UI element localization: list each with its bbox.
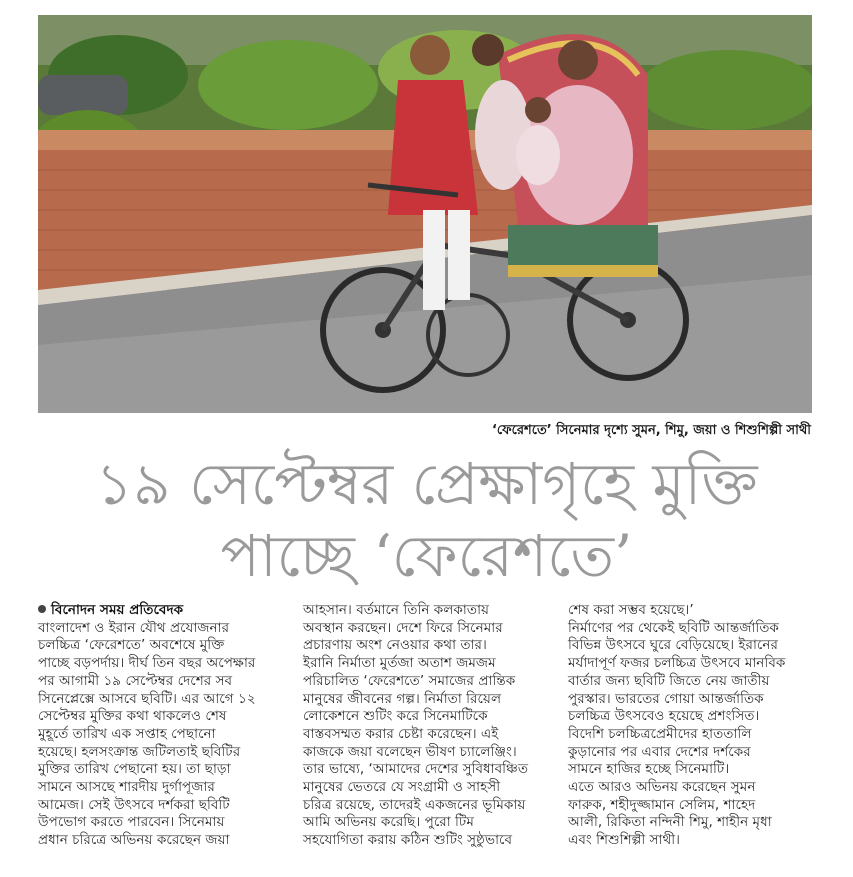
bullet-icon	[38, 605, 46, 613]
headline-line-1: ১৯ সেপ্টেম্বর প্রেক্ষাগৃহে মুক্তি	[95, 450, 758, 518]
text-line: আহসান। বর্তমানে তিনি কলকাতায়	[303, 602, 490, 618]
text-line: প্রধান চরিত্রে অভিনয় করেছেন জয়া	[38, 832, 230, 849]
text-line: ইরানি নির্মাতা মুর্তজা অতাশ জমজম	[303, 655, 496, 672]
text-line: সামনে হাজির হচ্ছে সিনেমাটি।	[568, 761, 730, 778]
article-column-1	[38, 602, 288, 850]
text-line: এতে আরও অভিনয় করেছেন সুমন	[568, 779, 756, 796]
text-line: বিভিন্ন উৎসবে ঘুরে বেড়িয়েছে। ইরানের	[568, 637, 778, 654]
text-line: পর আগামী ১৯ সেপ্টেম্বর দেশের সব	[38, 672, 233, 689]
text-line: কাজকে জয়া বলেছেন ভীষণ চ্যালেঞ্জিং।	[303, 743, 517, 760]
text-line: আলী, রিকিতা নন্দিনী শিমু, শাহীন মৃধা	[568, 814, 772, 831]
text-line: মানুষের জীবনের গল্প। নির্মাতা রিয়েল	[303, 690, 502, 707]
text-line: অবস্থান করছেন। দেশে ফিরে সিনেমার	[303, 619, 503, 636]
byline-text: বিনোদন সময় প্রতিবেদক	[51, 602, 184, 618]
text-line: কুড়ানোর পর এবার দেশের দর্শকের	[568, 743, 751, 760]
text-line: সহযোগিতা করায় কঠিন শুটিং সুষ্ঠুভাবে	[303, 832, 513, 849]
text-line: উপভোগ করতে পারবেন। সিনেমায়	[38, 814, 225, 831]
text-line: নির্মাণের পর থেকেই ছবিটি আন্তর্জাতিক	[568, 619, 779, 636]
text-line: সিনেপ্লেক্সে আসবে ছবিটি। এর আগে ১২	[38, 690, 256, 707]
article-column-2	[303, 602, 553, 850]
text-line: বিদেশি চলচ্চিত্রপ্রেমীদের হাততালি	[568, 725, 752, 742]
text-line: মুহূর্তে তারিখ এক সপ্তাহ পেছানো	[38, 725, 216, 742]
article-headline	[20, 448, 833, 592]
text-line: চলচ্চিত্র ‘ফেরেশতে’ অবশেষে মুক্তি	[38, 637, 225, 654]
text-line: চরিত্র রয়েছে, তাদেরই একজনের ভূমিকায়	[303, 796, 526, 813]
text-line: সেপ্টেম্বর মুক্তির কথা থাকলেও শেষ	[38, 708, 227, 725]
text-line: শেষ করা সম্ভব হয়েছে।’	[568, 602, 694, 618]
text-line: চলচ্চিত্র উৎসবেও হয়েছে প্রশংসিত।	[568, 708, 760, 725]
text-line: বাস্তবসম্মত করার চেষ্টা করেছেন। এই	[303, 725, 499, 742]
photo-caption: ‘ফেরেশতে’ সিনেমার দৃশ্যে সুমন, শিমু, জয়া ও শিশুশিল্পী সাথী	[491, 423, 811, 438]
text-line: সামনে আসছে শারদীয় দুর্গাপূজার	[38, 779, 215, 796]
text-line: মর্যাদাপূর্ণ ফজর চলচ্চিত্র উৎসবে মানবিক	[568, 655, 786, 672]
text-line: আমেজ। সেই উৎসবে দর্শকরা ছবিটি	[38, 796, 230, 813]
text-line: হয়েছে। হলসংক্রান্ত জটিলতাই ছবিটির	[38, 743, 241, 760]
text-line: তার ভাষ্যে, ‘আমাদের দেশের সুবিধাবঞ্চিত	[303, 761, 529, 778]
text-line: পাচ্ছে বড়পর্দায়। দীর্ঘ তিন বছর অপেক্ষার	[38, 655, 256, 672]
byline	[38, 602, 288, 620]
text-line: মুক্তির তারিখ পেছানো হয়। তা ছাড়া	[38, 761, 231, 778]
text-line: ফারুক, শহীদুজ্জামান সেলিম, শাহেদ	[568, 796, 756, 813]
article-column-3	[568, 602, 818, 850]
text-line: পুরস্কার। ভারতের গোয়া আন্তর্জাতিক	[568, 690, 764, 707]
text-line: বাংলাদেশ ও ইরান যৌথ প্রযোজনার	[38, 619, 230, 636]
text-line: এবং শিশুশিল্পী সাথী।	[568, 832, 681, 849]
article-photo	[38, 15, 812, 413]
text-line: লোকেশনে শুটিং করে সিনেমাটিকে	[303, 708, 488, 725]
text-line: বার্তার জন্য ছবিটি জিতে নেয় জাতীয়	[568, 672, 770, 689]
rickshaw-photo-illustration	[38, 15, 812, 413]
text-line: প্রচারণায় অংশ নেওয়ার কথা তার।	[303, 637, 487, 654]
text-line: মানুষের ভেতরে যে সংগ্রামী ও সাহসী	[303, 779, 501, 796]
headline-line-2: পাচ্ছে ‘ফেরেশতে’	[220, 522, 633, 590]
text-line: পরিচালিত ‘ফেরেশতে’ সমাজের প্রান্তিক	[303, 672, 516, 689]
text-line: আমি অভিনয় করেছি। পুরো টিম	[303, 814, 474, 831]
